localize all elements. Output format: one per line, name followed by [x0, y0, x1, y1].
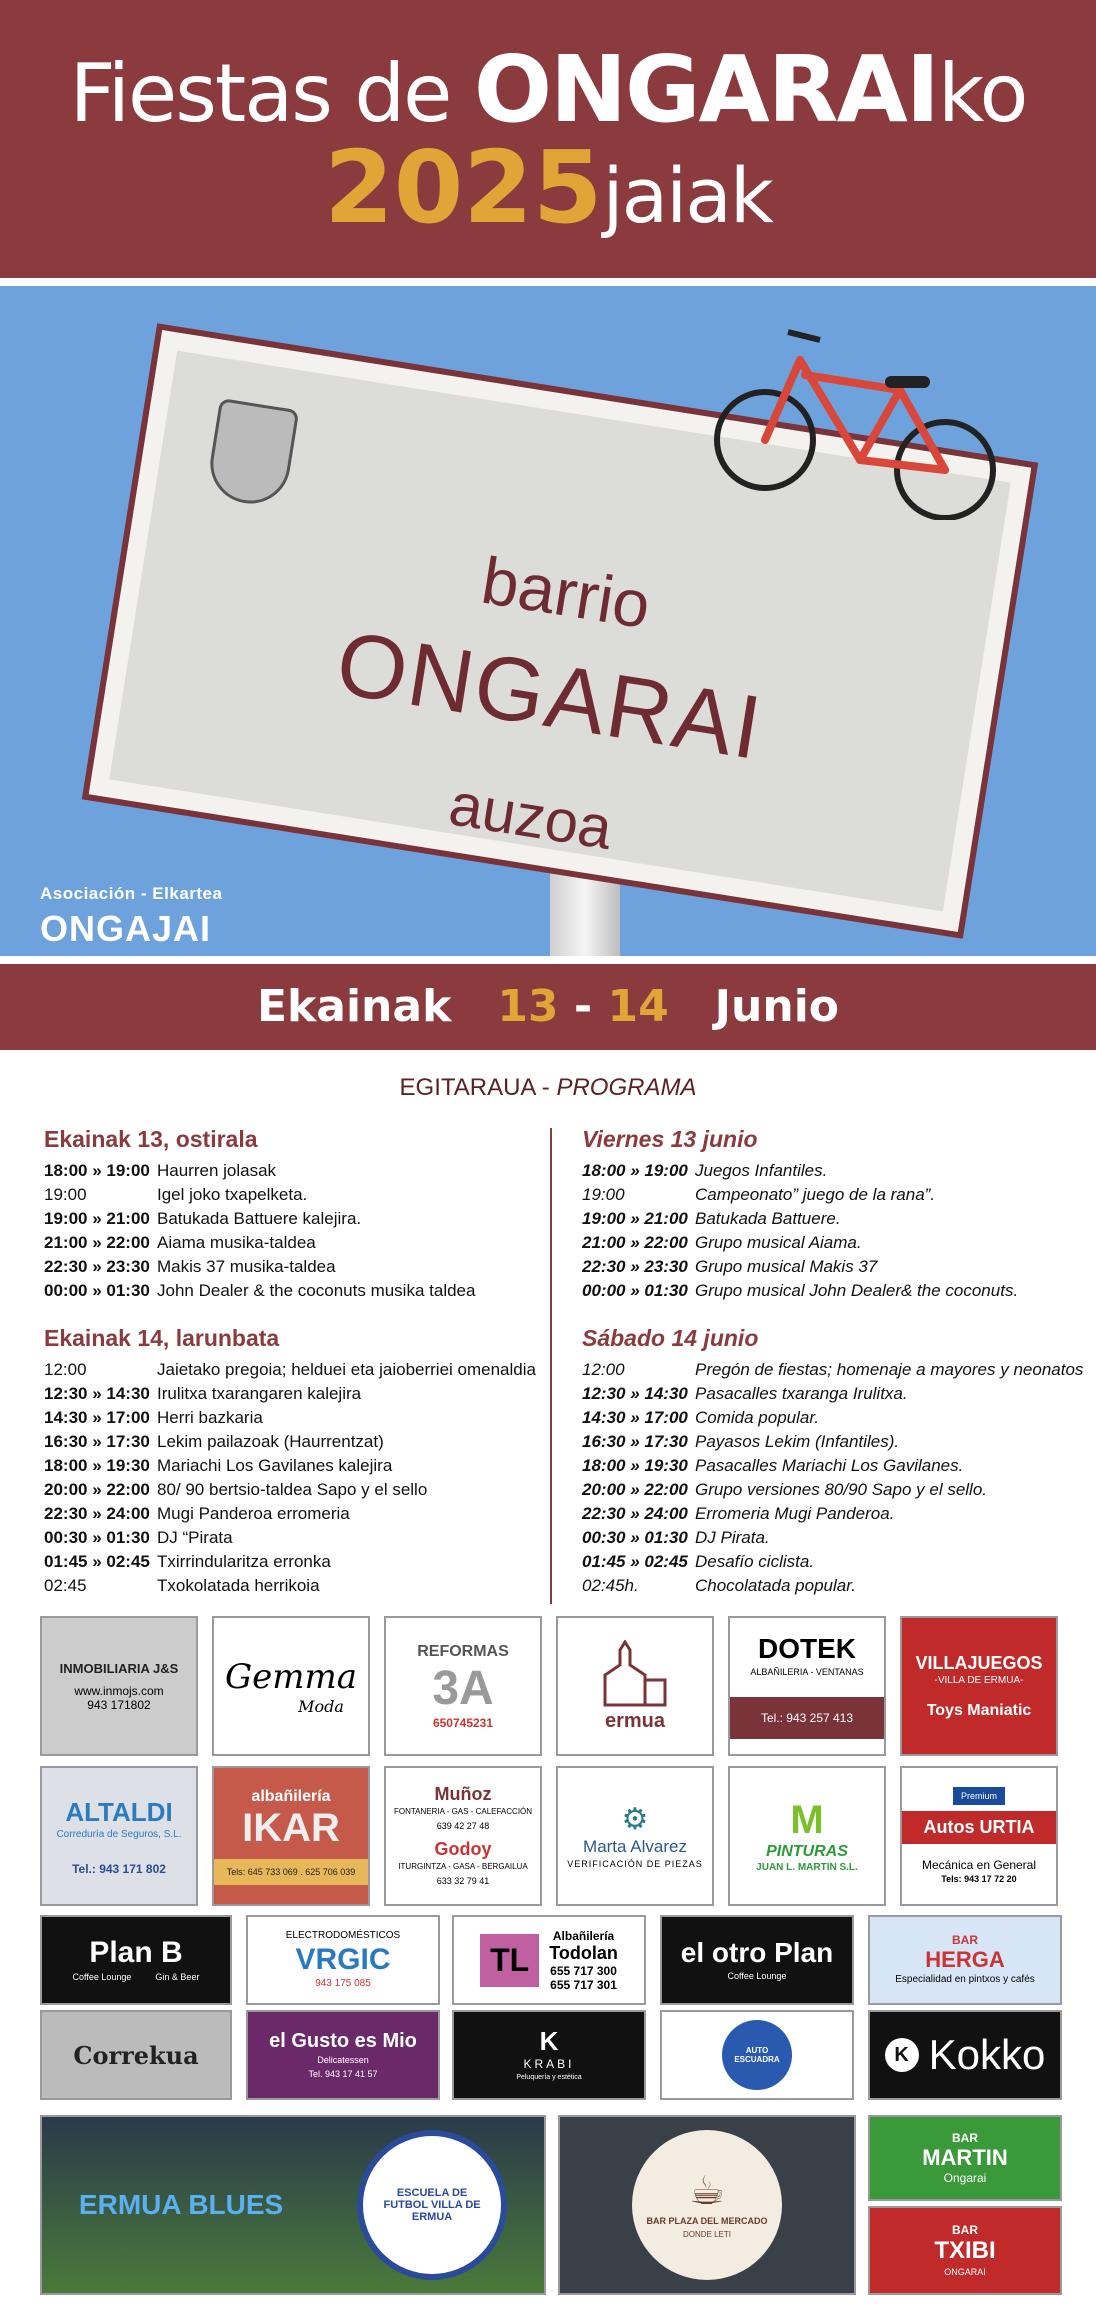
schedule-event: Grupo musical Makis 37 [695, 1257, 878, 1276]
schedule-event: John Dealer & the coconuts musika taldea [157, 1281, 476, 1300]
schedule-event: Mugi Panderoa erromeria [157, 1504, 350, 1523]
schedule-time: 22:30 » 23:30 [582, 1257, 688, 1276]
schedule-time: 18:00 » 19:00 [44, 1161, 150, 1180]
sponsor-sub: Ongarai [943, 2171, 987, 2185]
sponsor-urtia [900, 1766, 1058, 1906]
program-basque-column [44, 1126, 564, 1598]
schedule-row [582, 1430, 1096, 1454]
street-sign-photo [0, 286, 1096, 956]
sponsor-sub-2: ITURGINTZA - GASA - BERGAILUA [398, 1862, 528, 1871]
sponsor-munoz-godoy [384, 1766, 542, 1906]
sign-barrio: barrio [476, 542, 656, 643]
sponsor-name: TXIBI [934, 2236, 996, 2264]
schedule-row [44, 1502, 564, 1526]
sponsor-gemma [212, 1616, 370, 1756]
schedule-time: 00:30 » 01:30 [44, 1528, 150, 1547]
sponsor-head: BAR [952, 2222, 978, 2237]
sponsor-tel: Tels: 645 733 069 . 625 706 039 [214, 1859, 368, 1885]
sponsor-villajuegos [900, 1616, 1058, 1756]
association-line-1: Asociación - Elkartea [40, 884, 223, 903]
schedule-row [582, 1231, 1096, 1255]
schedule-time: 14:30 » 17:00 [582, 1408, 688, 1427]
schedule-row [582, 1406, 1096, 1430]
program-title [0, 1074, 1096, 1102]
schedule-time: 21:00 » 22:00 [582, 1233, 688, 1252]
program-title-es: PROGRAMA [556, 1074, 697, 1101]
schedule-time: 18:00 » 19:00 [582, 1161, 688, 1180]
schedule-time: 18:00 » 19:30 [582, 1456, 688, 1475]
sponsor-name: el otro Plan [680, 1937, 834, 1968]
schedule-event: Haurren jolasak [157, 1161, 277, 1180]
sponsor-sub: Especialidad en pintxos y cafés [895, 1974, 1035, 1985]
sponsor-txibi [868, 2206, 1062, 2295]
schedule-time: 19:00 [582, 1185, 625, 1204]
schedule-row [44, 1454, 564, 1478]
coat-of-arms-icon [205, 398, 300, 509]
sponsor-tel-2: 633 32 79 41 [436, 1876, 490, 1886]
sponsor-sub: Coffee Lounge [727, 1971, 787, 1981]
schedule-row [44, 1382, 564, 1406]
day-heading: Viernes 13 junio [582, 1126, 758, 1152]
k-circle-icon: K [885, 2038, 919, 2072]
schedule-list [582, 1358, 1096, 1598]
schedule-row [44, 1231, 564, 1255]
sponsor-altaldi [40, 1766, 198, 1906]
sponsor-name: Gemma [224, 1656, 358, 1697]
schedule-event: 80/ 90 bertsio-taldea Sapo y el sello [157, 1480, 428, 1499]
date-dash: - [573, 981, 593, 1032]
schedule-event: Comida popular. [695, 1408, 820, 1427]
sponsor-sub: Peluquería y estética [516, 2073, 582, 2081]
schedule-time: 00:00 » 01:30 [582, 1281, 688, 1300]
schedule-row [582, 1279, 1096, 1303]
schedule-event: Makis 37 musika-taldea [157, 1257, 336, 1276]
schedule-event: Mariachi Los Gavilanes kalejira [157, 1456, 393, 1475]
sponsor-sub: JUAN L. MARTIN S.L. [756, 1861, 858, 1873]
schedule-row [582, 1382, 1096, 1406]
title-fiestas: Fiestas de [69, 47, 474, 140]
title-year: 2025 [324, 129, 603, 246]
sign-name: ONGARAI [329, 613, 770, 780]
schedule-event: Aiama musika-taldea [157, 1233, 316, 1252]
schedule-event: Chocolatada popular. [695, 1576, 856, 1595]
sponsor-name: VILLAJUEGOS [915, 1652, 1043, 1673]
schedule-list [44, 1159, 564, 1303]
schedule-time: 20:00 » 22:00 [44, 1480, 150, 1499]
schedule-event: Batukada Battuere kalejira. [157, 1209, 362, 1228]
schedule-event: Pregón de fiestas; homenaje a mayores y neonatos [695, 1360, 1084, 1379]
schedule-event: DJ Pirata. [695, 1528, 770, 1547]
church-icon [595, 1640, 675, 1710]
schedule-row [44, 1574, 564, 1598]
schedule-event: Jaietako pregoia; helduei eta jaioberriei omenaldia [157, 1360, 536, 1379]
sponsor-sub: Moda [298, 1696, 344, 1716]
sponsor-name: PINTURAS [766, 1842, 848, 1860]
sponsor-big: IKAR [242, 1805, 340, 1850]
date-ekainak: Ekainak [256, 981, 452, 1032]
sponsor-web: www.inmojs.com [74, 1683, 164, 1698]
football-school-badge-icon: ESCUELA DE FUTBOL VILLA DE ERMUA [357, 2130, 507, 2280]
program-spanish-column [582, 1126, 1096, 1598]
schedule-list [582, 1159, 1096, 1303]
sponsor-krabi [452, 2010, 646, 2100]
sponsor-name-2: Godoy [434, 1839, 492, 1859]
schedule-time: 01:45 » 02:45 [44, 1552, 150, 1571]
sponsor-head: BAR [952, 1933, 978, 1947]
schedule-event: Juegos Infantiles. [695, 1161, 828, 1180]
date-bar [0, 964, 1096, 1050]
association-name: ONGAJAI [40, 908, 212, 949]
sponsor-sub: Delicatessen [317, 2054, 369, 2065]
sponsor-sub: FONTANERIA - GAS - CALEFACCIÓN [393, 1807, 533, 1816]
schedule-time: 20:00 » 22:00 [582, 1480, 688, 1499]
sponsor-sub: Correduría de Seguros, S.L. [56, 1828, 182, 1840]
sponsor-tel: Tels: 943 17 72 20 [941, 1873, 1017, 1884]
schedule-row [44, 1207, 564, 1231]
sponsor-name: KRABI [523, 2056, 575, 2071]
sponsor-ikar [212, 1766, 370, 1906]
sponsor-vrgic [246, 1915, 440, 2005]
schedule-row [44, 1478, 564, 1502]
schedule-time: 02:45h. [582, 1576, 639, 1595]
title-ongarai: ONGARAI [473, 36, 939, 143]
schedule-event: Grupo musical John Dealer& the coconuts. [695, 1281, 1019, 1300]
sponsor-tel: 639 42 27 48 [436, 1821, 490, 1831]
sponsor-ermua [556, 1616, 714, 1756]
schedule-row [44, 1430, 564, 1454]
schedule-row [582, 1207, 1096, 1231]
schedule-event: Grupo versiones 80/90 Sapo y el sello. [695, 1480, 988, 1499]
schedule-row [44, 1279, 564, 1303]
sponsor-sub: VERIFICACIÓN DE PIEZAS [567, 1858, 703, 1869]
schedule-time: 01:45 » 02:45 [582, 1552, 688, 1571]
sponsor-name: ALTALDI [65, 1796, 173, 1827]
date-day-2: 14 [607, 981, 669, 1032]
sponsor-name: ERMUA BLUES [78, 2189, 284, 2220]
schedule-time: 12:30 » 14:30 [44, 1384, 150, 1403]
date-junio: Junio [714, 981, 840, 1032]
schedule-list [44, 1358, 564, 1598]
sponsor-herga [868, 1915, 1062, 2005]
schedule-row [582, 1454, 1096, 1478]
sponsor-sub: -VILLA DE ERMUA- [934, 1674, 1024, 1686]
schedule-event: Grupo musical Aiama. [695, 1233, 862, 1252]
schedule-row [582, 1159, 1096, 1183]
sponsor-sub: Mecánica en General [921, 1857, 1037, 1872]
schedule-time: 21:00 » 22:00 [44, 1233, 150, 1252]
sponsor-logo-icon: TL [480, 1934, 539, 1987]
schedule-row [44, 1159, 564, 1183]
date-day-1: 13 [497, 981, 559, 1032]
cup-glyph: ☕︎ [689, 2169, 725, 2213]
sponsor-correkua [40, 2010, 232, 2100]
sponsor-name: ermua [604, 1709, 666, 1732]
sponsor-tel: 655 717 300 [550, 1963, 617, 1978]
sponsor-tel-2: 655 717 301 [550, 1977, 617, 1992]
schedule-time: 12:00 [582, 1360, 625, 1379]
sponsor-name: MARTIN [922, 2145, 1008, 2170]
sponsor-name: Kokko [928, 2031, 1046, 2078]
sponsor-name: Marta Alvarez [583, 1836, 687, 1856]
sponsor-logo-icon: M [790, 1797, 824, 1842]
schedule-event: Campeonato” juego de la rana”. [695, 1185, 936, 1204]
sponsor-brand: Toys Maniatic [926, 1701, 1032, 1719]
sponsor-otroplan [660, 1915, 854, 2005]
schedule-row [582, 1183, 1096, 1207]
sponsor-badge: Premium [953, 1787, 1005, 1805]
sponsor-logo-letter: K [539, 2025, 559, 2056]
sponsor-name: DOTEK [758, 1633, 856, 1664]
sponsor-sub: ALBAÑILERIA - VENTANAS [750, 1667, 864, 1677]
sponsor-name: VRGIC [295, 1943, 391, 1976]
header-banner [0, 0, 1096, 278]
coffee-cup-icon [632, 2130, 782, 2280]
schedule-row [44, 1255, 564, 1279]
sponsor-inmojs [40, 1616, 198, 1756]
schedule-time: 12:00 [44, 1360, 87, 1379]
schedule-time: 00:00 » 01:30 [44, 1281, 150, 1300]
schedule-row [44, 1183, 564, 1207]
schedule-event: Herri bazkaria [157, 1408, 263, 1427]
schedule-event: Igel joko txapelketa. [157, 1185, 308, 1204]
schedule-time: 16:30 » 17:30 [44, 1432, 150, 1451]
sponsor-head: BAR [952, 2131, 978, 2145]
sponsor-sub: Coffee Lounge [72, 1972, 132, 1982]
association-label [40, 884, 222, 950]
sponsor-todolan [452, 1915, 646, 2005]
title-ko: ko [938, 47, 1027, 140]
sponsor-name: albañilería [251, 1787, 331, 1805]
sponsor-name: REFORMAS [417, 1642, 509, 1660]
day-heading: Ekainak 13, ostirala [44, 1126, 258, 1152]
sponsor-sub-2: Gin & Beer [155, 1972, 200, 1982]
sponsor-name: el Gusto es Mio [269, 2029, 417, 2052]
sponsor-pinturas [728, 1766, 886, 1906]
title-jaiak: jaiak [602, 151, 772, 240]
schedule-row [44, 1358, 564, 1382]
sponsor-escuadra [660, 2010, 854, 2100]
sponsor-name: Autos URTIA [902, 1811, 1056, 1844]
sponsor-tel: 943 175 085 [315, 1978, 371, 1989]
schedule-time: 02:45 [44, 1576, 87, 1595]
sponsor-name: HERGA [925, 1947, 1005, 1972]
schedule-event: Lekim pailazoak (Haurrentzat) [157, 1432, 384, 1451]
schedule-row [582, 1526, 1096, 1550]
schedule-time: 19:00 [44, 1185, 87, 1204]
sponsor-sub: DONDE LETI [682, 2230, 731, 2239]
sponsor-tel: 650745231 [432, 1715, 494, 1730]
sponsor-tel: Tel. 943 17 41 57 [308, 2068, 378, 2079]
column-divider [550, 1128, 552, 1604]
sponsor-martin [868, 2115, 1062, 2201]
wheel-logo-icon: AUTO ESCUADRA [722, 2020, 792, 2090]
schedule-event: Irulitxa txarangaren kalejira [157, 1384, 362, 1403]
sponsor-plaza [558, 2115, 856, 2295]
schedule-time: 12:30 » 14:30 [582, 1384, 688, 1403]
schedule-time: 22:30 » 23:30 [44, 1257, 150, 1276]
schedule-time: 19:00 » 21:00 [44, 1209, 150, 1228]
day-heading: Sábado 14 junio [582, 1325, 759, 1351]
sponsor-big: 3A [432, 1661, 494, 1715]
schedule-event: Erromeria Mugi Panderoa. [695, 1504, 895, 1523]
magnifier-icon: ⚙︎ [621, 1802, 649, 1836]
sponsor-reformas [384, 1616, 542, 1756]
sponsor-name: Muñoz [434, 1784, 492, 1804]
schedule-event: Payasos Lekim (Infantiles). [695, 1432, 900, 1451]
sponsor-tel: 943 171802 [87, 1697, 151, 1712]
sponsor-name: Todolan [549, 1942, 618, 1963]
schedule-time: 22:30 » 24:00 [582, 1504, 688, 1523]
schedule-time: 18:00 » 19:30 [44, 1456, 150, 1475]
schedule-event: Pasacalles txaranga Irulitxa. [695, 1384, 908, 1403]
sponsor-dotek [728, 1616, 886, 1756]
sponsor-sub: ONGARAI [944, 2266, 986, 2277]
program-title-eu: EGITARAUA - [399, 1074, 557, 1101]
schedule-time: 14:30 » 17:00 [44, 1408, 150, 1427]
schedule-row [44, 1526, 564, 1550]
schedule-event: Batukada Battuere. [695, 1209, 841, 1228]
sponsor-head: Albañilería [552, 1928, 615, 1943]
title-line-2 [0, 129, 1096, 247]
sponsor-ermuablues [40, 2115, 546, 2295]
schedule-time: 19:00 » 21:00 [582, 1209, 688, 1228]
sponsor-name: BAR PLAZA DEL MERCADO [646, 2216, 768, 2226]
sponsor-tel: Tel.: 943 257 413 [730, 1697, 884, 1739]
sign-auzoa: auzoa [444, 770, 617, 863]
schedule-event: Desafío ciclista. [695, 1552, 815, 1571]
day-heading: Ekainak 14, larunbata [44, 1325, 280, 1351]
schedule-event: Txokolatada herrikoia [157, 1576, 320, 1595]
schedule-time: 16:30 » 17:30 [582, 1432, 688, 1451]
schedule-event: Pasacalles Mariachi Los Gavilanes. [695, 1456, 964, 1475]
schedule-event: Txirrindularitza erronka [157, 1552, 331, 1571]
schedule-row [44, 1550, 564, 1574]
sponsor-planb [40, 1915, 232, 2005]
sponsor-gusto [246, 2010, 440, 2100]
schedule-time: 22:30 » 24:00 [44, 1504, 150, 1523]
schedule-row [582, 1574, 1096, 1598]
schedule-row [582, 1358, 1096, 1382]
sponsor-name: Plan B [89, 1936, 183, 1969]
sponsor-head: ELECTRODOMÉSTICOS [285, 1930, 401, 1941]
schedule-row [582, 1550, 1096, 1574]
sponsor-name: INMOBILIARIA J&S [59, 1660, 179, 1676]
schedule-event: DJ “Pirata [157, 1528, 233, 1547]
sponsor-tel: Tel.: 943 171 802 [72, 1861, 166, 1876]
bicycle-icon [710, 320, 1000, 520]
schedule-time: 00:30 » 01:30 [582, 1528, 688, 1547]
schedule-row [582, 1255, 1096, 1279]
schedule-row [582, 1502, 1096, 1526]
sponsor-kokko [868, 2010, 1062, 2100]
sponsor-name: Correkua [73, 2040, 199, 2070]
schedule-row [582, 1478, 1096, 1502]
sponsor-marta [556, 1766, 714, 1906]
schedule-row [44, 1406, 564, 1430]
